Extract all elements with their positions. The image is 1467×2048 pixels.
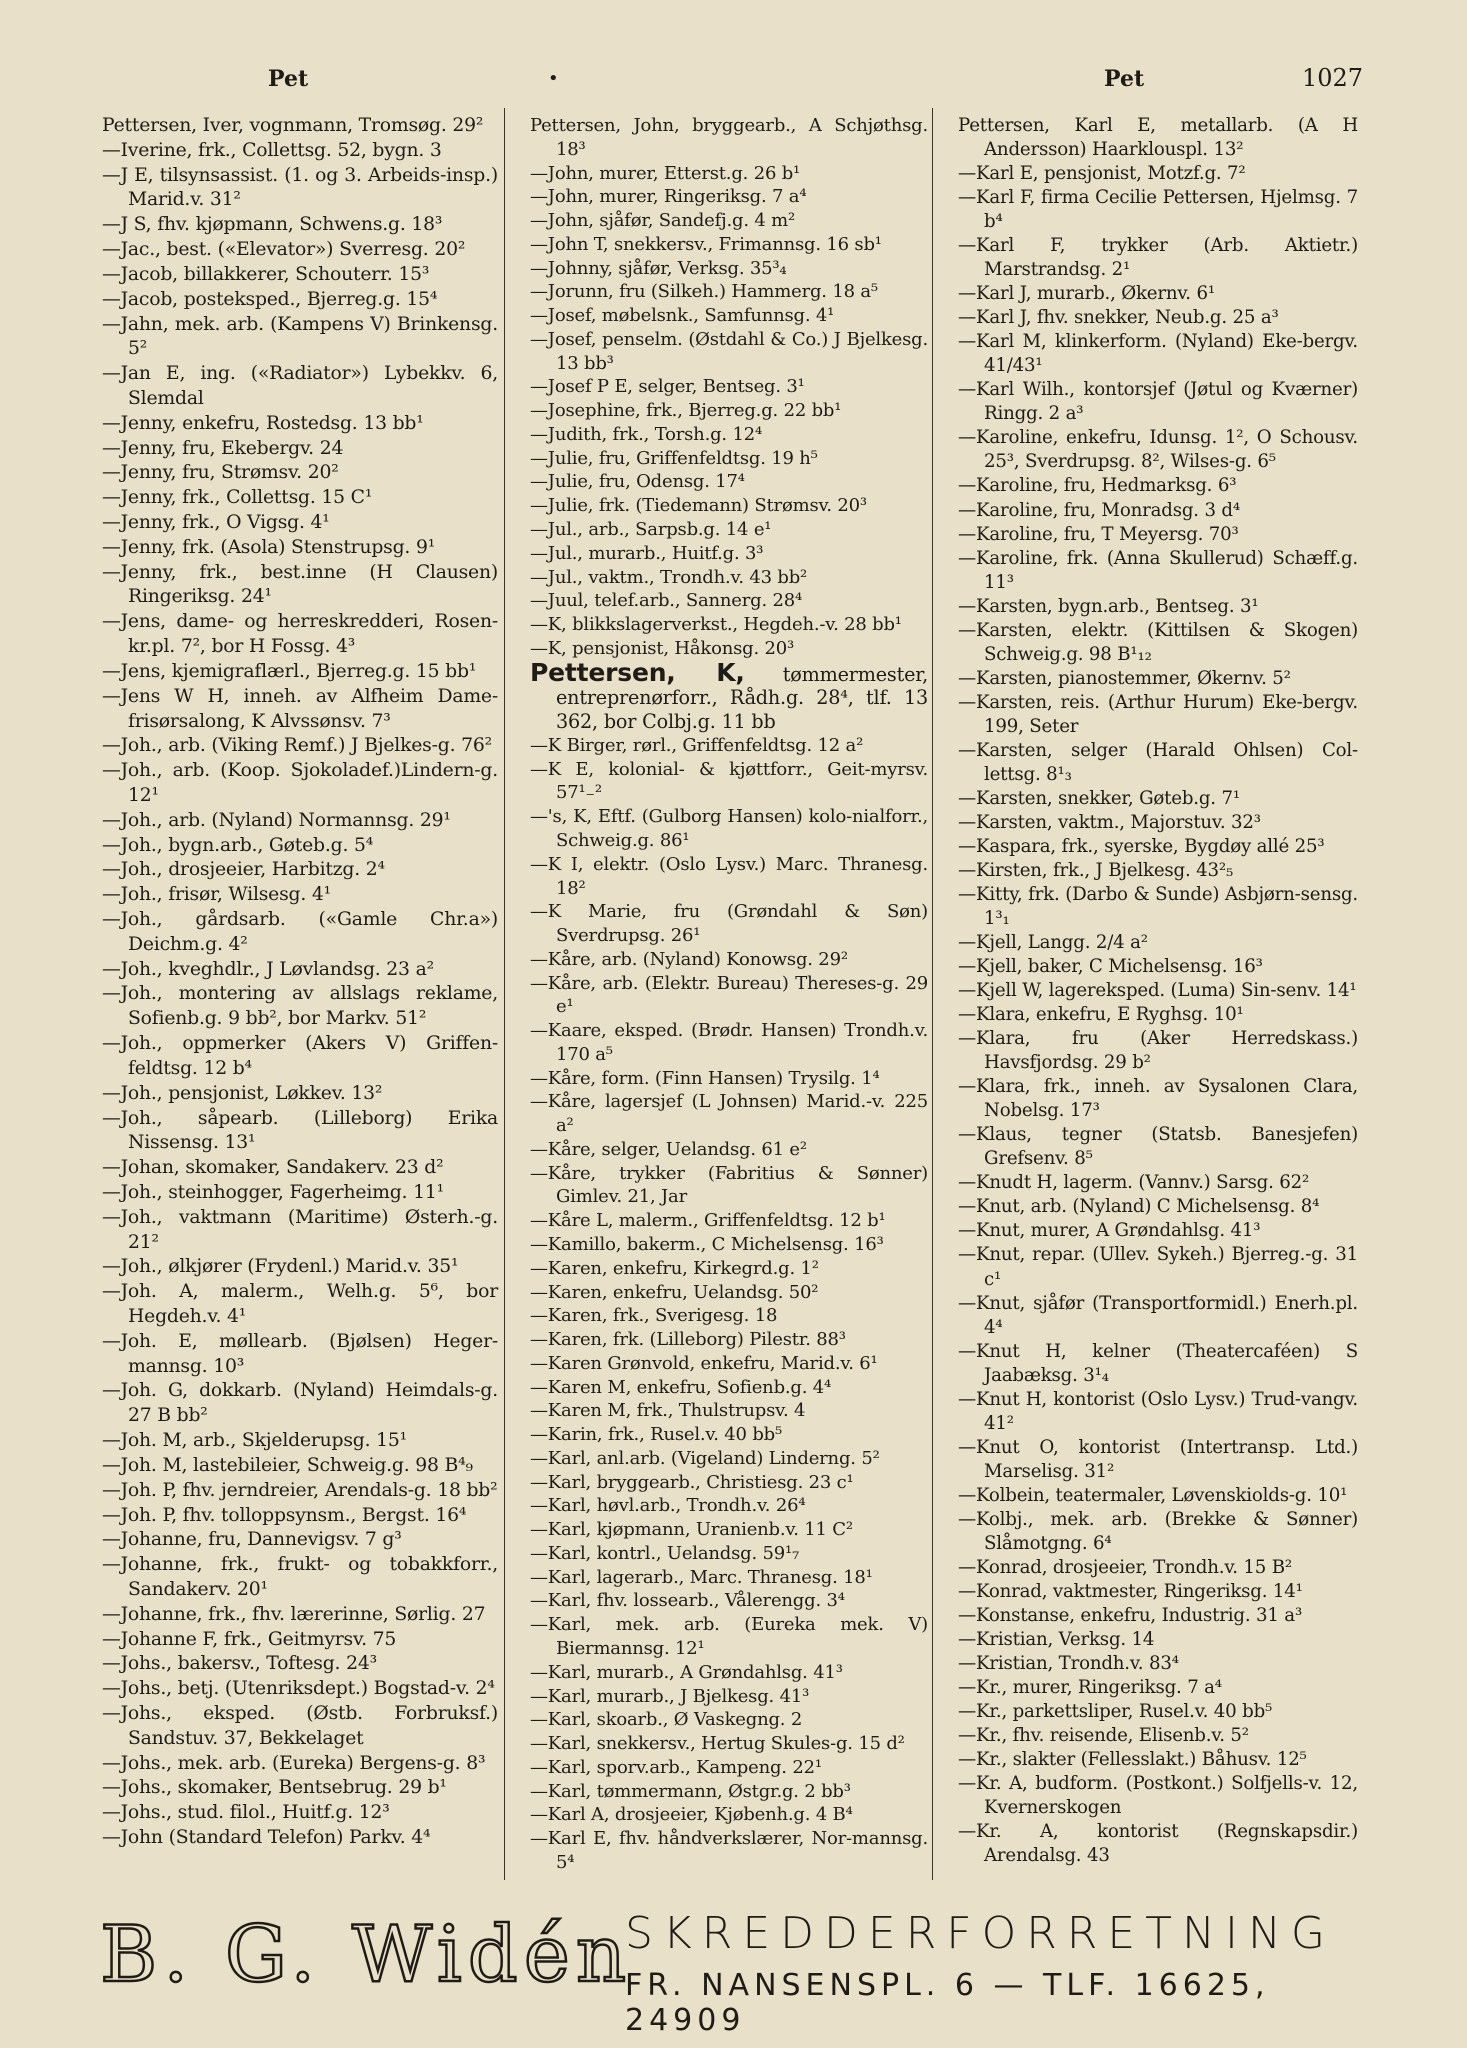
directory-entry: —Joh. M, arb., Skjelderupsg. 15¹ xyxy=(102,1430,407,1452)
directory-entry: —Karl J, fhv. snekker, Neub.g. 25 a³ xyxy=(958,307,1279,329)
directory-entry: —Johs., mek. arb. (Eureka) Bergens-g. 8³ xyxy=(102,1752,486,1774)
directory-entry: —Johanne, frk., frukt- og tobakkforr., Sandakerv. 20¹ xyxy=(102,1554,498,1600)
directory-entry: —Karl, skoarb., Ø Vaskegng. 2 xyxy=(530,1709,803,1731)
directory-entry: —Johs., bakersv., Toftesg. 24³ xyxy=(102,1653,377,1675)
directory-entry: —Knut H, kontorist (Oslo Lysv.) Trud-vangv. 41² xyxy=(958,1388,1358,1434)
directory-entry: —Josef, møbelsnk., Samfunnsg. 4¹ xyxy=(530,305,835,327)
directory-entry: —K, blikkslagerverkst., Hegdeh.-v. 28 bb¹ xyxy=(530,614,902,636)
directory-entry: —Kjell, Langg. 2/4 a² xyxy=(958,932,1148,954)
directory-entry: —Juul, telef.arb., Sannerg. 28⁴ xyxy=(530,590,803,612)
directory-entry: —Kr., slakter (Fellesslakt.) Båhusv. 12⁵ xyxy=(958,1749,1307,1771)
ad-business-name: B. G. Widén xyxy=(100,1910,633,2000)
directory-entry: —Konrad, drosjeeier, Trondh.v. 15 B² xyxy=(958,1556,1292,1578)
directory-entry: —Karl E, fhv. håndverkslærer, Nor-mannsg. 5⁴ xyxy=(530,1828,928,1873)
directory-entry: —Johanne F, frk., Geitmyrsv. 75 xyxy=(102,1628,397,1650)
directory-entry: —Jenny, enkefru, Rostedsg. 13 bb¹ xyxy=(102,412,424,434)
directory-entry: —Karl, høvl.arb., Trondh.v. 26⁴ xyxy=(530,1495,806,1517)
directory-entry: —Kåre L, malerm., Griffenfeldtsg. 12 b¹ xyxy=(530,1210,886,1232)
directory-entry: —Kamillo, bakerm., C Michelsensg. 16³ xyxy=(530,1233,884,1255)
directory-entry: —Josephine, frk., Bjerreg.g. 22 bb¹ xyxy=(530,400,842,422)
directory-entry: —John T, snekkersv., Frimannsg. 16 sb¹ xyxy=(530,233,882,255)
directory-entry: —Johan, skomaker, Sandakerv. 23 d² xyxy=(102,1157,444,1179)
directory-entry: —Kolbj., mek. arb. (Brekke & Sønner) Slåmotgng. 6⁴ xyxy=(958,1508,1358,1554)
directory-entry: —Karl Wilh., kontorsjef (Jøtul og Kværner) Ringg. 2 a³ xyxy=(958,379,1358,425)
directory-entry: —K, pensjonist, Håkonsg. 20³ xyxy=(530,637,795,659)
directory-entry: —Jul., arb., Sarpsb.g. 14 e¹ xyxy=(530,519,772,541)
directory-entry: —Knut H, kelner (Theatercaféen) S Jaabæksg. 3¹₄ xyxy=(958,1340,1358,1386)
directory-entry: —Karl, tømmermann, Østgr.g. 2 bb³ xyxy=(530,1780,851,1802)
directory-entry: —Karl, lagerarb., Marc. Thranesg. 18¹ xyxy=(530,1566,873,1588)
header-right-keyword: Pet xyxy=(1104,66,1145,92)
directory-entry: —Jens, kjemigraflærl., Bjerreg.g. 15 bb¹ xyxy=(102,660,477,682)
directory-entry: —Kr. A, budform. (Postkont.) Solfjells-v. 12, Kvernerskogen xyxy=(958,1773,1358,1819)
directory-entry: —Karl, mek. arb. (Eureka mek. V) Biermannsg. 12¹ xyxy=(530,1614,928,1659)
directory-entry: —Iverine, frk., Collettsg. 52, bygn. 3 xyxy=(102,139,442,161)
page-number: 1027 xyxy=(1302,64,1364,92)
directory-entry: —Jenny, frk. (Asola) Stenstrupsg. 9¹ xyxy=(102,536,436,558)
directory-entry: —K Marie, fru (Grøndahl & Søn) Sverdrupsg. 26¹ xyxy=(530,901,928,947)
directory-entry xyxy=(530,657,928,734)
directory-entry: —Kr., fhv. reisende, Elisenb.v. 5² xyxy=(958,1725,1249,1747)
directory-entry: —Konstanse, enkefru, Industrig. 31 a³ xyxy=(958,1604,1303,1626)
directory-entry: —Joh., bygn.arb., Gøteb.g. 5⁴ xyxy=(102,834,374,856)
directory-entry: —Karl, kontrl., Uelandsg. 59¹₇ xyxy=(530,1542,800,1564)
directory-entry: —Jan E, ing. («Radiator») Lybekkv. 6, Slemdal xyxy=(102,363,498,409)
directory-entry: —Kjell W, lagereksped. (Luma) Sin-senv. 14¹ xyxy=(958,980,1357,1002)
directory-entry: —Karen, frk. (Lilleborg) Pilestr. 88³ xyxy=(530,1329,846,1351)
directory-entry: —Joh., drosjeeier, Harbitzg. 2⁴ xyxy=(102,859,385,881)
ad-address-phone: FR. NANSENSPL. 6 — TLF. 16625, 24909 xyxy=(625,1968,1270,2038)
directory-entry: —Karl E, pensjonist, Motzf.g. 7² xyxy=(958,163,1246,185)
directory-entry: —John, murer, Ringeriksg. 7 a⁴ xyxy=(530,186,807,208)
directory-entry: —Kåre, form. (Finn Hansen) Trysilg. 1⁴ xyxy=(530,1067,880,1089)
directory-entry: —Kr., murer, Ringeriksg. 7 a⁴ xyxy=(958,1677,1222,1699)
directory-entry: —Karsten, elektr. (Kittilsen & Skogen) Schweig.g. 98 B¹₁₂ xyxy=(958,619,1358,665)
directory-entry: —Judith, frk., Torsh.g. 12⁴ xyxy=(530,423,762,445)
directory-entry: —Karen, enkefru, Kirkegrd.g. 1² xyxy=(530,1257,819,1279)
directory-entry: —Kolbein, teatermaler, Løvenskiolds-g. 10¹ xyxy=(958,1484,1348,1506)
directory-entry: —Jacob, billakkerer, Schouterr. 15³ xyxy=(102,263,430,285)
directory-entry: —Karsten, selger (Harald Ohlsen) Col-lettsg. 8¹₃ xyxy=(958,739,1358,785)
header-center-mark: • xyxy=(548,68,559,89)
directory-entry: —Joh., oppmerker (Akers V) Griffen-feldtsg. 12 b⁴ xyxy=(102,1033,498,1079)
ad-business-type: SKREDDERFORRETNING xyxy=(625,1908,1335,1959)
directory-entry: —Jenny, frk., Collettsg. 15 C¹ xyxy=(102,487,373,509)
directory-entry: —Kåre, selger, Uelandsg. 61 e² xyxy=(530,1138,807,1160)
directory-entry: —J E, tilsynsassist. (1. og 3. Arbeids-insp.) Marid.v. 31² xyxy=(102,164,498,211)
directory-entry: —Jahn, mek. arb. (Kampens V) Brinkensg. 5² xyxy=(102,313,498,360)
directory-entry: —Joh., steinhogger, Fagerheimg. 11¹ xyxy=(102,1181,444,1203)
directory-entry: —Joh., arb. (Nyland) Normannsg. 29¹ xyxy=(102,809,451,831)
directory-entry: —Karoline, enkefru, Idunsg. 1², O Schousv. 25³, Sverdrupsg. 8², Wilses-g. 6⁵ xyxy=(958,427,1358,473)
directory-column-2 xyxy=(530,114,928,1875)
directory-entry: —Kåre, lagersjef (L Johnsen) Marid.-v. 225 a² xyxy=(530,1091,928,1137)
directory-entry: —Klara, fru (Aker Herredskass.) Havsfjordsg. 29 b² xyxy=(958,1028,1358,1074)
directory-entry: —Kristian, Trondh.v. 83⁴ xyxy=(958,1653,1179,1674)
directory-entry: —Johs., skomaker, Bentsebrug. 29 b¹ xyxy=(102,1777,447,1799)
page-header xyxy=(0,66,1467,106)
directory-entry: —Karl, anl.arb. (Vigeland) Linderng. 5² xyxy=(530,1447,880,1469)
directory-entry: —Karsten, bygn.arb., Bentseg. 3¹ xyxy=(958,595,1259,617)
bold-entry-details: tømmermester, entreprenørforr., Rådh.g. 28⁴, tlf. 13 362, bor Colbj.g. 11 bb xyxy=(556,662,928,734)
column-divider xyxy=(504,108,505,1880)
directory-entry: —Kaare, eksped. (Brødr. Hansen) Trondh.v. 170 a⁵ xyxy=(530,1020,928,1065)
directory-entry: —Jens, dame- og herreskredderi, Rosen-kr.pl. 7², bor H Fossg. 4³ xyxy=(102,611,498,658)
directory-entry: —Knut, sjåfør (Transportformidl.) Enerh.pl. 4⁴ xyxy=(958,1292,1358,1338)
directory-entry: —Johnny, sjåfør, Verksg. 35³₄ xyxy=(530,257,787,279)
directory-entry: —Joh., kveghdlr., J Løvlandsg. 23 a² xyxy=(102,958,434,980)
directory-entry: —Joh., arb. (Viking Remf.) J Bjelkes-g. 76² xyxy=(102,735,492,757)
directory-entry: —Karoline, fru, Hedmarksg. 6³ xyxy=(958,475,1237,497)
directory-entry: —Johs., betj. (Utenriksdept.) Bogstad-v. 2⁴ xyxy=(102,1678,495,1700)
directory-entry: —Jenny, fru, Strømsv. 20² xyxy=(102,462,339,484)
directory-entry: —Joh., montering av allslags reklame, Sofienb.g. 9 bb², bor Markv. 51² xyxy=(102,983,498,1030)
directory-entry: —K I, elektr. (Oslo Lysv.) Marc. Thranesg. 18² xyxy=(530,853,928,899)
directory-entry: —Knut, murer, A Grøndahlsg. 41³ xyxy=(958,1220,1261,1242)
directory-entry: —Klara, frk., inneh. av Sysalonen Clara, Nobelsg. 17³ xyxy=(958,1076,1358,1122)
directory-entry: Pettersen, Iver, vognmann, Tromsøg. 29² xyxy=(102,115,484,136)
directory-entry: —Jenny, fru, Ekebergv. 24 xyxy=(102,437,344,459)
directory-entry: —Joh. M, lastebileier, Schweig.g. 98 B⁴₉ xyxy=(102,1454,473,1476)
directory-entry: —Karen M, frk., Thulstrupsv. 4 xyxy=(530,1400,806,1422)
directory-entry: —Karsten, snekker, Gøteb.g. 7¹ xyxy=(958,787,1240,809)
directory-entry: —Joh. G, dokkarb. (Nyland) Heimdals-g. 27 B bb² xyxy=(102,1380,498,1427)
directory-entry: —Joh., pensjonist, Løkkev. 13² xyxy=(102,1082,383,1104)
directory-entry: —Klaus, tegner (Statsb. Banesjefen) Grefsenv. 8⁵ xyxy=(958,1124,1358,1170)
directory-entry: —Joh., frisør, Wilsesg. 4¹ xyxy=(102,884,331,906)
column-divider xyxy=(932,108,933,1880)
directory-entry: —Joh. P, fhv. tolloppsynsm., Bergst. 16⁴ xyxy=(102,1504,467,1526)
directory-entry: —Jacob, posteksped., Bjerreg.g. 15⁴ xyxy=(102,288,438,310)
directory-entry: —Julie, fru, Griffenfeldtsg. 19 h⁵ xyxy=(530,447,818,469)
directory-entry: —Karl M, klinkerform. (Nyland) Eke-bergv. 41/43¹ xyxy=(958,331,1358,377)
directory-column-1 xyxy=(102,114,498,1851)
directory-entry: —Karen Grønvold, enkefru, Marid.v. 6¹ xyxy=(530,1352,878,1374)
directory-entry: —Johanne, frk., fhv. lærerinne, Sørlig. 27 xyxy=(102,1603,486,1625)
directory-entry: —Karoline, fru, T Meyersg. 70³ xyxy=(958,523,1239,545)
directory-entry: —Klara, enkefru, E Ryghsg. 10¹ xyxy=(958,1004,1244,1026)
directory-entry: —Karl, bryggearb., Christiesg. 23 c¹ xyxy=(530,1471,854,1493)
directory-entry: —Jac., best. («Elevator») Sverresg. 20² xyxy=(102,239,466,261)
directory-entry: —Konrad, vaktmester, Ringeriksg. 14¹ xyxy=(958,1580,1303,1602)
directory-entry: —Karoline, frk. (Anna Skullerud) Schæff.g. 11³ xyxy=(958,547,1358,593)
directory-entry: —Kjell, baker, C Michelsensg. 16³ xyxy=(958,956,1263,978)
directory-entry: —Knudt H, lagerm. (Vannv.) Sarsg. 62² xyxy=(958,1172,1310,1194)
directory-entry: —Karl, murarb., J Bjelkesg. 41³ xyxy=(530,1685,810,1707)
directory-entry: —Johanne, fru, Dannevigsv. 7 g³ xyxy=(102,1529,402,1551)
directory-entry: —Karen M, enkefru, Sofienb.g. 4⁴ xyxy=(530,1376,832,1398)
directory-entry: —Jul., murarb., Huitf.g. 3³ xyxy=(530,542,764,564)
directory-entry: —K Birger, rørl., Griffenfeldtsg. 12 a² xyxy=(530,734,864,756)
directory-entry: —Karen, frk., Sverigesg. 18 xyxy=(530,1305,778,1327)
directory-entry: —Kåre, trykker (Fabritius & Sønner) Gimlev. 21, Jar xyxy=(530,1162,928,1208)
advertisement xyxy=(80,1900,1380,2038)
directory-entry: —Jenny, frk., O Vigsg. 4¹ xyxy=(102,512,330,533)
directory-entry: —Julie, frk. (Tiedemann) Strømsv. 20³ xyxy=(530,495,867,517)
directory-column-3 xyxy=(958,114,1358,1868)
directory-entry: —Johs., eksped. (Østb. Forbruksf.) Sandstuv. 37, Bekkelaget xyxy=(102,1703,498,1749)
directory-entry: —Karl J, murarb., Økernv. 6¹ xyxy=(958,283,1215,305)
directory-entry: —J S, fhv. kjøpmann, Schwens.g. 18³ xyxy=(102,214,443,236)
directory-entry: —Karl, fhv. lossearb., Vålerengg. 3⁴ xyxy=(530,1590,845,1612)
directory-entry: —John, murer, Etterst.g. 26 b¹ xyxy=(530,162,801,184)
directory-entry: —Karsten, pianostemmer, Økernv. 5² xyxy=(958,667,1291,689)
directory-entry: —Kristian, Verksg. 14 xyxy=(958,1628,1155,1650)
directory-entry: —Joh., vaktmann (Maritime) Østerh.-g. 21² xyxy=(102,1206,498,1253)
directory-entry: Pettersen, Karl E, metallarb. (A H Andersson) Haarklouspl. 13² xyxy=(958,115,1358,161)
directory-entry: —Karl, kjøpmann, Uranienb.v. 11 C² xyxy=(530,1519,853,1541)
directory-entry: —Karin, frk., Rusel.v. 40 bb⁵ xyxy=(530,1424,782,1446)
directory-entry: —Jenny, frk., best.inne (H Clausen) Ringeriksg. 24¹ xyxy=(102,561,498,608)
bold-entry-name: Pettersen, K, xyxy=(530,657,745,687)
directory-entry: —Jorunn, fru (Silkeh.) Hammerg. 18 a⁵ xyxy=(530,281,878,303)
directory-entry: —Knut O, kontorist (Intertransp. Ltd.) Marselisg. 31² xyxy=(958,1436,1358,1482)
directory-entry: —Kåre, arb. (Nyland) Konowsg. 29² xyxy=(530,948,848,970)
directory-entry: —Kirsten, frk., J Bjelkesg. 43²₅ xyxy=(958,859,1234,881)
directory-entry: —Karl F, trykker (Arb. Aktietr.) Marstrandsg. 2¹ xyxy=(958,235,1358,281)
directory-entry: —John, sjåfør, Sandefj.g. 4 m² xyxy=(530,210,796,232)
directory-entry: —Jul., vaktm., Trondh.v. 43 bb² xyxy=(530,566,808,588)
directory-entry: —Julie, fru, Odensg. 17⁴ xyxy=(530,471,745,493)
directory-entry: —'s, K, Eftf. (Gulborg Hansen) kolo-nialforr., Schweig.g. 86¹ xyxy=(530,806,928,851)
directory-entry: —Jens W H, inneh. av Alfheim Dame-frisørsalong, K Alvssønsv. 7³ xyxy=(102,685,498,732)
directory-entry: —Knut, repar. (Ullev. Sykeh.) Bjerreg.-g. 31 c¹ xyxy=(958,1244,1358,1290)
directory-entry: —Joh., gårdsarb. («Gamle Chr.a») Deichm.g. 4² xyxy=(102,909,498,955)
directory-entry: —Karl A, drosjeeier, Kjøbenh.g. 4 B⁴ xyxy=(530,1804,853,1826)
directory-entry: —Joh., ølkjører (Frydenl.) Marid.v. 35¹ xyxy=(102,1256,459,1278)
directory-entry: —Joh. E, møllearb. (Bjølsen) Heger-mannsg. 10³ xyxy=(102,1330,498,1377)
directory-entry: —Karoline, fru, Monradsg. 3 d⁴ xyxy=(958,499,1240,521)
directory-entry: —Kr., parkettsliper, Rusel.v. 40 bb⁵ xyxy=(958,1701,1273,1723)
directory-entry: —Kaspara, frk., syerske, Bygdøy allé 25³ xyxy=(958,835,1325,857)
directory-entry: —John (Standard Telefon) Parkv. 4⁴ xyxy=(102,1827,431,1849)
directory-entry: —Josef P E, selger, Bentseg. 3¹ xyxy=(530,376,805,398)
directory-entry: —Kitty, frk. (Darbo & Sunde) Asbjørn-sensg. 1³₁ xyxy=(958,884,1358,930)
directory-entry: —Karl, snekkersv., Hertug Skules-g. 15 d² xyxy=(530,1733,905,1755)
directory-entry: —Karsten, vaktm., Majorstuv. 32³ xyxy=(958,811,1261,833)
directory-entry: —Kr. A, kontorist (Regnskapsdir.) Arendalsg. 43 xyxy=(958,1821,1358,1867)
directory-entry: —Joh. P, fhv. jerndreier, Arendals-g. 18 bb² xyxy=(102,1479,498,1501)
directory-entry: —Joh. A, malerm., Welh.g. 5⁶, bor Hegdeh.v. 4¹ xyxy=(102,1281,498,1327)
directory-entry: —Johs., stud. filol., Huitf.g. 12³ xyxy=(102,1802,390,1824)
directory-entry: —Joh., arb. (Koop. Sjokoladef.)Lindern-g. 12¹ xyxy=(102,760,498,806)
directory-entry: —Joh., såpearb. (Lilleborg) Erika Nissensg. 13¹ xyxy=(102,1107,498,1154)
directory-entry: —Kåre, arb. (Elektr. Bureau) Thereses-g. 29 e¹ xyxy=(530,972,928,1018)
directory-entry: —Karen, enkefru, Uelandsg. 50² xyxy=(530,1281,819,1303)
directory-entry: —Karl, murarb., A Grøndahlsg. 41³ xyxy=(530,1661,843,1683)
directory-entry: —Josef, penselm. (Østdahl & Co.) J Bjelkesg. 13 bb³ xyxy=(530,328,928,374)
header-left-keyword: Pet xyxy=(268,66,309,92)
directory-entry: —Knut, arb. (Nyland) C Michelsensg. 8⁴ xyxy=(958,1196,1320,1218)
directory-entry: —Karsten, reis. (Arthur Hurum) Eke-bergv. 199, Seter xyxy=(958,691,1358,737)
directory-entry: —K E, kolonial- & kjøttforr., Geit-myrsv. 57¹₋² xyxy=(530,758,928,804)
directory-entry: —Karl, sporv.arb., Kampeng. 22¹ xyxy=(530,1756,822,1778)
directory-entry: Pettersen, John, bryggearb., A Schjøthsg. 18³ xyxy=(530,115,928,160)
directory-entry: —Karl F, firma Cecilie Pettersen, Hjelmsg. 7 b⁴ xyxy=(958,187,1358,233)
